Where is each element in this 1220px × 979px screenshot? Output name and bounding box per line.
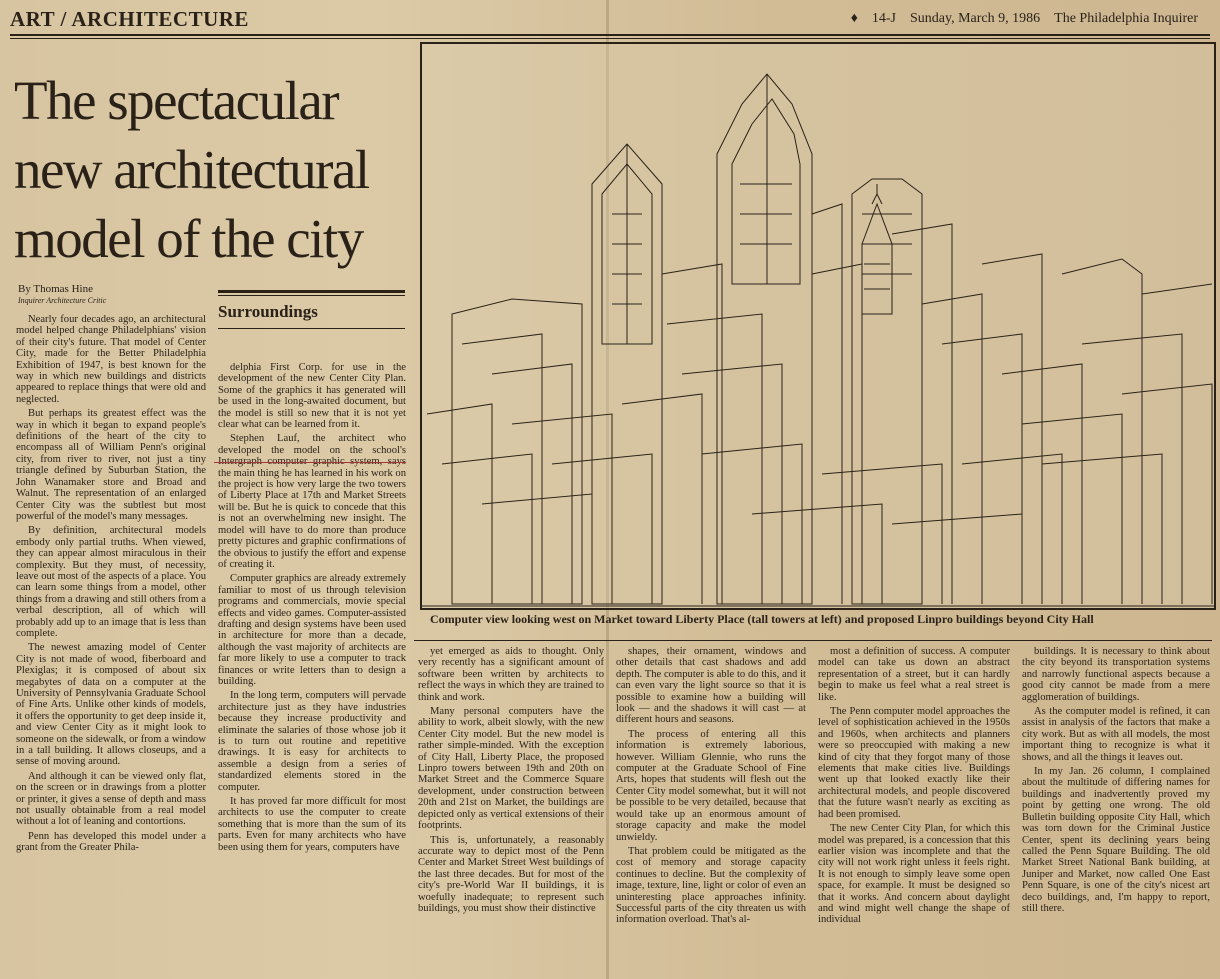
page-header-info: [851, 4, 1198, 34]
paragraph: The newest amazing model of Center City is not made of wood, fiberboard and Plexiglas; it is composed of about six megabytes of data on a computer at the University of Pennsylvania Graduate School of Fine Arts. Unlike other kinds of models, it offers the opportunity to get deep inside it, and view Center City as it might look to someone on the sidewalk, or from a window in a tall building. It allows closeups, and a sense of moving around.: [16, 642, 206, 768]
headline: [14, 66, 409, 273]
paragraph: delphia First Corp. for use in the development of the new Center City Plan. Some of the graphics it has generated will be used in the long-awaited document, but the model is still so new that it is not yet clear what can be learned from it.: [218, 362, 406, 431]
article-column-4: [616, 646, 806, 976]
diamond-icon: ♦: [850, 11, 858, 26]
article-column-1: [16, 314, 206, 976]
pen-underline: [214, 462, 406, 463]
headline-line: model of the city: [14, 208, 363, 269]
headline-line: new architectural: [14, 139, 369, 200]
paragraph: The new Center City Plan, for which this model was prepared, is a concession that this earlier vision was incomplete and that the city will not work right unless it feels right. It is not enough to simply leave some open space, for example. It must be designed so that it works. And concern about daylight and wind might well change the shape of individual: [818, 823, 1010, 926]
paragraph: But perhaps its greatest effect was the way in which it began to expand people's definitions of the heart of the city to encompass all of William Penn's original city, from river to river, not just a tiny triangle defined by Suburban Station, the John Wanamaker store and Broad and Walnut. The representation of an enlarged Center City was the subtlest but most powerful of the model's many messages.: [16, 408, 206, 522]
paragraph: shapes, their ornament, windows and other details that cast shadows and add depth. The computer is able to do this, and it can even vary the light source so that it is possible to examine how a building will look — and the shadows it will cast — at different hours and seasons.: [616, 646, 806, 726]
skyline-illustration: [420, 42, 1216, 610]
newspaper-name: The Philadelphia Inquirer: [1054, 11, 1198, 26]
caption-rule: [414, 640, 1212, 641]
paragraph: Many personal computers have the ability to work, albeit slowly, with the new Center City model. But the new model is rather simple-minded. With the exception of City Hall, Liberty Place, the proposed Linpro towers between 19th and 20th on Market Street and the Commerce Square development, under construction between 20th and 21st on Market, the buildings are depicted only as vertical extensions of their footprints.: [418, 706, 604, 832]
paragraph: The Penn computer model approaches the level of sophistication achieved in the 1950s and 1960s, when architects and planners were so preoccupied with making a new kind of city that they forgot many of those elements that make cities live. Buildings went up that looked exactly like their architectural models, and people discovered that the future wasn't nearly as exciting as had been promised.: [818, 706, 1010, 820]
section-label: ART / ARCHITECTURE: [10, 7, 249, 31]
paragraph: It has proved far more difficult for most architects to use the computer to create something that is more than the sum of its parts. Even for many architects who have been using them for years, computers have: [218, 796, 406, 853]
byline: [18, 284, 106, 306]
column-header: [218, 290, 405, 332]
header-rule: [10, 34, 1210, 36]
author: By Thomas Hine: [18, 283, 93, 295]
paragraph: In my Jan. 26 column, I complained about the multitude of differing names for buildings and inadvertently proved my point by getting one wrong. The old Bulletin building opposite City Hall, which was torn down for the Criminal Justice Center, spent its declining years being called the Penn Square Building. The old Market Street National Bank building, at Juniper and Market, now called One East Penn Square, is one of the city's nicest art deco buildings, and, I'm happy to report, still there.: [1022, 766, 1210, 914]
paragraph: Penn has developed this model under a grant from the Greater Phila-: [16, 830, 206, 854]
paragraph: yet emerged as aids to thought. Only very recently has a significant amount of software been written by architects to reflect the ways in which they are trained to think and work.: [418, 646, 604, 703]
paragraph: As the computer model is refined, it can assist in analysis of the factors that make a city work. But as with all models, the most important thing to recognize is what it shows, and all the things it leaves out.: [1022, 706, 1210, 763]
city-model-drawing: [422, 44, 1214, 608]
issue-date: Sunday, March 9, 1986: [910, 11, 1041, 26]
paragraph: And although it can be viewed only flat, on the screen or in drawings from a plotter or printer, it gives a sense of depth and mass not usually obtainable from a real model without a lot of leaning and contortions.: [16, 770, 206, 828]
figure-caption: Computer view looking west on Market toward Liberty Place (tall towers at left) and proposed Linpro buildings beyond City Hall: [430, 612, 1094, 626]
paragraph: By definition, architectural models embody only partial truths. When viewed, they can appear almost miraculous in their complexity. But they must, of necessity, leave out most of the aspects of a place. You can learn some things from a model, other things from a drawing and still others from a verbal description, all of which will probably add up to an image that is less than complete.: [16, 525, 206, 639]
paragraph: Computer graphics are already extremely familiar to most of us through television programs and commercials, movie special effects and video games. Computer-assisted drafting and design systems have been used in architecture for more than a decade, although the vast majority of architects are far more likely to use a computer to track finances or write letters than to design a building.: [218, 573, 406, 687]
page-number: 14-J: [871, 11, 897, 26]
article-column-2: [218, 362, 406, 976]
paragraph: That problem could be mitigated as the cost of memory and storage capacity continues to decline. But the complexity of image, texture, line, light or color of even an uninteresting place approaches infinity. Successful parts of the city threaten us with information overload. That's al-: [616, 845, 806, 926]
article-column-5: [818, 646, 1010, 976]
article-column-3: [418, 646, 604, 976]
paragraph: In the long term, computers will pervade architecture just as they have industries because they increase productivity and eliminate the salaries of those whose job it is to turn out routine and repetitive drawings. It is easy for architects to assemble a design from a series of standardized elements stored in the computer.: [218, 690, 406, 793]
article-column-6: [1022, 646, 1210, 976]
paragraph: Stephen Lauf, the architect who developed the model on the school's Intergraph computer graphic system, says the main thing he has learned in his work on the project is how very large the two towers of Liberty Place at 17th and Market Streets will be. But he is quick to concede that this is not an overwhelming new insight. The model will have to do more than produce pretty pictures and graphic confirmations of the obvious to justify the effort and expense of creating it.: [218, 433, 406, 570]
paragraph: The process of entering all this information is extremely laborious, however. William Glennie, who runs the computer at the Graduate School of Fine Arts, hopes that students will flesh out the Center City model somewhat, but it will not be possible to be very detailed, because that would take up an enormous amount of storage capacity and make the model unwieldy.: [616, 728, 806, 843]
paragraph: buildings. It is necessary to think about the city beyond its transportation systems and narrowly functional aspects because a good city cannot be made from a mere agglomeration of buildings.: [1022, 646, 1210, 703]
author-role: Inquirer Architecture Critic: [18, 296, 107, 305]
paragraph: most a definition of success. A computer model can take us down an abstract representation of a street, but it can hardly begin to make us feel what a real street is like.: [818, 646, 1010, 703]
paragraph: This is, unfortunately, a reasonably accurate way to depict most of the Penn Center and Market Street West buildings of the last three decades. But for most of the city's pre-World War II buildings, it is woefully inadequate; to represent such buildings, you must show their distinctive: [418, 834, 604, 914]
column-title: Surroundings: [218, 302, 318, 321]
headline-line: The spectacular: [14, 70, 339, 131]
paragraph: Nearly four decades ago, an architectural model helped change Philadelphians' vision of their city's future. That model of Center City, made for the Better Philadelphia Exhibition of 1947, is best known for the way in which new buildings and districts appeared to replace things that were old and neglected.: [16, 314, 206, 405]
header-rule-thin: [10, 38, 1210, 39]
